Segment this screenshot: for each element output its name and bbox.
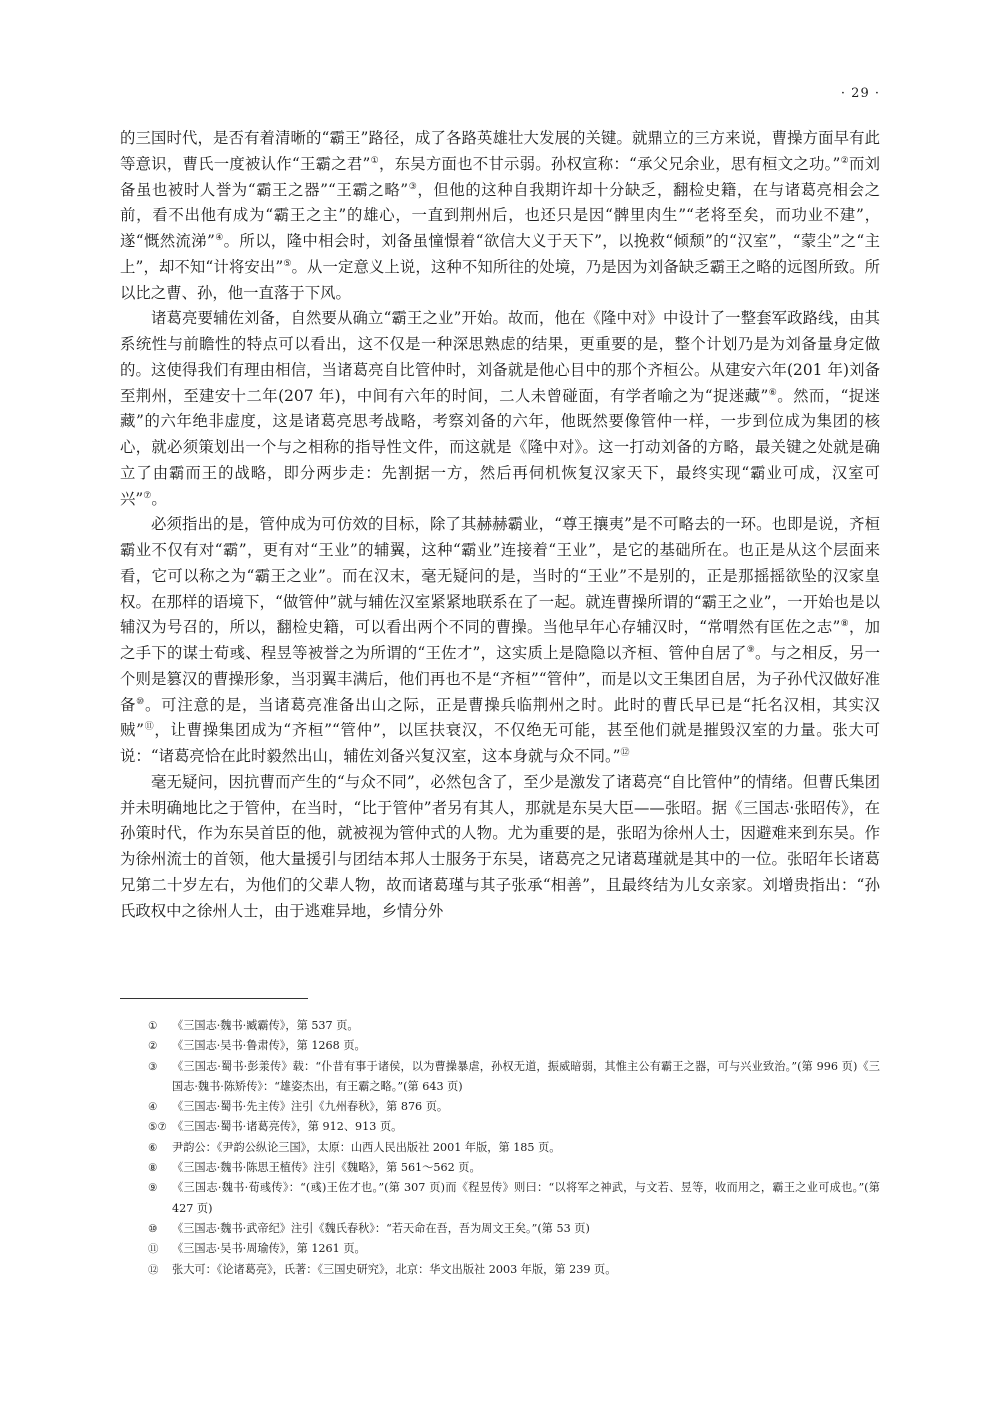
paragraph-text: ，但他的这种自我期许却十分缺乏，翻检史籍，在与诸葛亮相会之前，看不出他有成为“霸王之主”的雄心，一直到荆州后，也还只是因“髀里肉生”“老将至矣，而功业不建”，遂“慨然流涕”: [120, 180, 880, 250]
page-number: · 29 ·: [840, 86, 880, 101]
footnote-reference[interactable]: ③: [408, 181, 418, 192]
footnote-item: [148, 1057, 880, 1098]
footnote-marker: ②: [148, 1040, 158, 1053]
footnote-text: 《三国志·吴书·周瑜传》，第 1261 页。: [172, 1242, 366, 1256]
footnote-item: [148, 1239, 880, 1259]
footnote-reference[interactable]: ⑩: [136, 696, 146, 707]
footnote-item: [148, 1036, 880, 1056]
footnote-item: [148, 1016, 880, 1036]
paragraph: [120, 512, 880, 770]
footnote-text: 《三国志·魏书·陈思王植传》注引《魏略》，第 561～562 页。: [172, 1161, 481, 1175]
footnote-text: 《三国志·蜀书·彭羕传》载：“仆昔有事于诸侯，以为曹操暴虐，孙权无道，振威暗弱，其惟主公有霸王之器，可与兴业致治。”(第 996 页)《三国志·魏书·陈矫传》：“雄姿杰出，有王霸之略。”(第 643 页): [172, 1059, 880, 1093]
footnote-divider: [120, 998, 308, 999]
footnote-text: 《三国志·吴书·鲁肃传》，第 1268 页。: [172, 1039, 366, 1053]
footnote-item: [148, 1260, 880, 1280]
body-text: [120, 126, 880, 924]
paragraph-text: 。所以，隆中相会时，刘备虽憧憬着“欲信大义于天下”，以挽救“倾颓”的“汉室”，“蒙尘”之“主上”，却不知“计将安出”: [120, 232, 880, 276]
footnote-item: [148, 1219, 880, 1239]
paragraph-text: 毫无疑问，因抗曹而产生的“与众不同”，必然包含了，至少是激发了诸葛亮“自比管仲”的情绪。但曹氏集团并未明确地比之于管仲，在当时，“比于管仲”者另有其人，那就是东吴大臣——张昭。据《三国志·张昭传》，在孙策时代，作为东吴首臣的他，就被视为管仲式的人物。尤为重要的是，张昭为徐州人士，因避难来到东吴。作为徐州流士的首领，他大量援引与团结本邦人士服务于东吴，诸葛亮之兄诸葛瑾就是其中的一位。张昭年长诸葛兄第二十岁左右，为他们的父辈人物，故而诸葛瑾与其子张承“相善”，且最终结为儿女亲家。刘增贵指出：“孙氏政权中之徐州人士，由于逃难异地，乡情分外: [120, 772, 880, 920]
footnote-item: [148, 1178, 880, 1219]
footnote-text: 《三国志·魏书·武帝纪》注引《魏氏春秋》：“若天命在吾，吾为周文王矣。”(第 53 页): [172, 1221, 590, 1235]
footnote-reference[interactable]: ②: [840, 155, 849, 166]
footnote-marker: ⑫: [148, 1263, 159, 1276]
footnote-reference[interactable]: ⑫: [620, 747, 630, 758]
paragraph-text: 而刘备虽也被时人誉为“霸王之器”“王霸之略”: [120, 154, 880, 199]
footnote-marker: ⑤⑦: [148, 1121, 167, 1134]
footnote-item: [148, 1117, 880, 1137]
footnote-reference[interactable]: ⑨: [746, 644, 756, 655]
footnote-item: [148, 1138, 880, 1158]
footnote-marker: ④: [148, 1101, 158, 1114]
footnote-reference[interactable]: ④: [214, 232, 224, 243]
footnote-reference[interactable]: ⑧: [840, 619, 849, 630]
footnote-item: [148, 1158, 880, 1178]
footnote-reference[interactable]: ⑦: [143, 490, 152, 501]
paragraph-text: 。与之相反，另一个则是篡汉的曹操形象，当羽翼丰满后，他们再也不是“齐桓”“管仲”，而是以文王集团自居，为子孙代汉做好准备: [120, 644, 880, 714]
footnote-text: 《三国志·魏书·荀彧传》：“(彧)王佐才也。”(第 307 页)而《程昱传》则曰：“以将军之神武，与文若、昱等，收而用之，霸王之业可成也。”(第 427 页): [172, 1181, 880, 1215]
footnote-reference[interactable]: ①: [370, 155, 379, 166]
footnote-marker: ①: [148, 1020, 158, 1032]
paragraph-text: 的三国时代，是否有着清晰的“霸王”路径，成了各路英雄壮大发展的关键。就鼎立的三方来说，曹操方面早有此等意识，曹氏一度被认作“王霸之君”: [120, 129, 880, 173]
footnote-text: 尹韵公：《尹韵公纵论三国》，太原：山西人民出版社 2001 年版，第 185 页。: [172, 1140, 561, 1154]
footnote-text: 张大可：《论诸葛亮》，氏著：《三国史研究》，北京：华文出版社 2003 年版，第 239 页。: [172, 1262, 617, 1276]
footnotes: [148, 1016, 880, 1280]
paragraph-text: 。然而，“捉迷藏”的六年绝非虚度，这是诸葛亮思考战略，考察刘备的六年，他既然要像管仲一样，一步到位成为集团的核心，就必须策划出一个与之相称的指导性文件，而这就是《隆中对》。这一打动刘备的方略，最关键之处就是确立了由霸而王的战略，即分两步走：先割据一方，然后再伺机恢复汉家天下，最终实现“霸业可成，汉室可兴”: [120, 386, 881, 508]
footnote-marker: ⑧: [148, 1162, 158, 1175]
paragraph: [120, 126, 880, 306]
footnote-reference[interactable]: ⑪: [143, 722, 155, 733]
paragraph-text: 必须指出的是，管仲成为可仿效的目标，除了其赫赫霸业，“尊王攘夷”是不可略去的一环。也即是说，齐桓霸业不仅有对“霸”，更有对“王业”的辅翼，这种“霸业”连接着“王业”，是它的基础所在。也正是从这个层面来看，它可以称之为“霸王之业”。而在汉末，毫无疑问的是，当时的“王业”不是别的，正是那摇摇欲坠的汉家皇权。在那样的语境下，“做管仲”就与辅佐汉室紧紧地联系在了一起。就连曹操所谓的“霸王之业”，一开始也是以辅汉为号召的，所以，翻检史籍，可以看出两个不同的曹操。当他早年心存辅汉时，“常喟然有匡佐之志”: [120, 515, 880, 637]
footnote-reference[interactable]: ⑥: [768, 387, 778, 398]
footnote-marker: ③: [148, 1060, 158, 1073]
paragraph-text: 。可注意的是，当诸葛亮准备出山之际，正是曹操兵临荆州之时。此时的曹氏早已是“托名汉相，其实汉贼”: [120, 695, 880, 740]
paragraph-text: ，加之手下的谋士荀彧、程昱等被誉之为所谓的“王佐才”，这实质上是隐隐以齐桓、管仲自居了: [120, 618, 880, 662]
paragraph-text: 诸葛亮要辅佐刘备，自然要从确立“霸王之业”开始。故而，他在《隆中对》中设计了一整套军政路线，由其系统性与前瞻性的特点可以看出，这不仅是一种深思熟虑的结果，更重要的是，整个计划乃是为刘备量身定做的。这使得我们有理由相信，当诸葛亮自比管仲时，刘备就是他心目中的那个齐桓公。从建安六年(201 年)刘备至荆州，至建安十二年(207 年)，中间有六年的时间，二人未曾碰面，有学者喻之为“捉迷藏”: [120, 309, 880, 405]
footnote-item: [148, 1097, 880, 1117]
paragraph-text: ，东吴方面也不甘示弱。孙权宣称：“承父兄余业，思有桓文之功。”: [378, 154, 841, 173]
paragraph: [120, 306, 880, 512]
footnote-marker: ⑪: [148, 1243, 159, 1256]
paragraph-text: 。: [151, 489, 167, 508]
paragraph-text: 。从一定意义上说，这种不知所往的处境，乃是因为刘备缺乏霸王之略的远图所致。所以比之曹、孙，他一直落于下风。: [120, 257, 880, 302]
footnote-text: 《三国志·蜀书·先主传》注引《九州春秋》，第 876 页。: [172, 1100, 449, 1114]
paragraph-text: ，让曹操集团成为“齐桓”“管仲”，以匡扶衰汉，不仅绝无可能，甚至他们就是摧毁汉室的力量。张大可说：“诸葛亮恰在此时毅然出山，辅佐刘备兴复汉室，这本身就与众不同。”: [120, 721, 880, 765]
footnote-text: 《三国志·魏书·臧霸传》，第 537 页。: [172, 1019, 359, 1032]
paragraph: [120, 770, 880, 925]
footnote-marker: ⑥: [148, 1141, 158, 1154]
footnote-text: 《三国志·蜀书·诸葛亮传》，第 912、913 页。: [172, 1120, 403, 1134]
footnote-marker: ⑩: [148, 1222, 158, 1235]
footnote-reference[interactable]: ⑤: [283, 258, 292, 269]
footnote-marker: ⑨: [148, 1182, 158, 1195]
